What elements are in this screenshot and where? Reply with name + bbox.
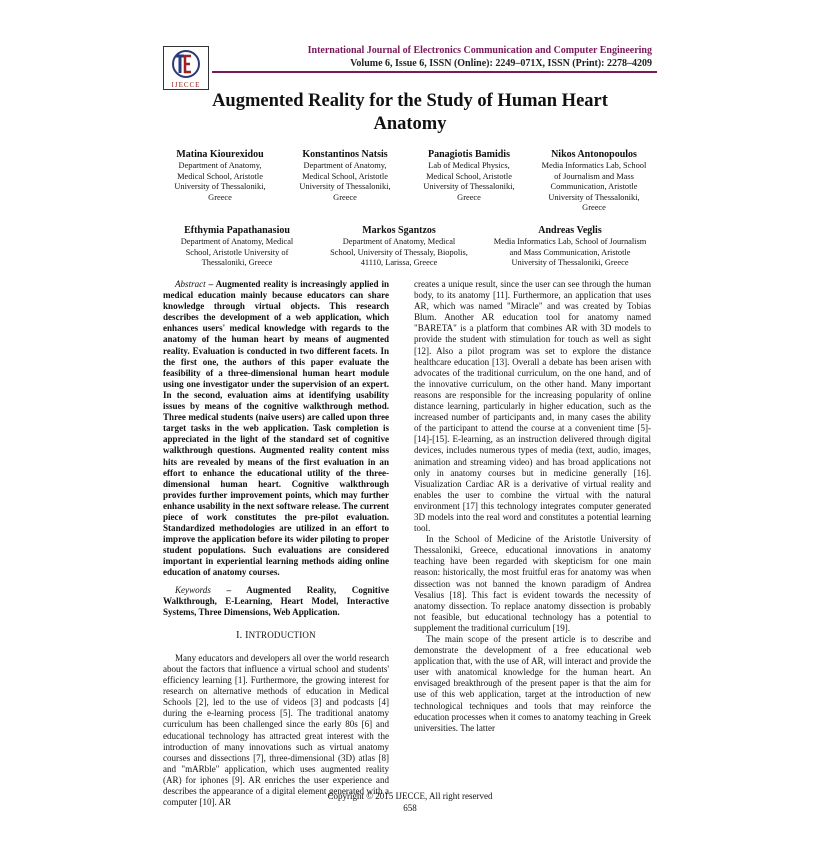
logo-emblem-icon <box>164 47 208 81</box>
body-paragraph: creates a unique result, since the user can see through the human body, to its anatomy [11]. Furthermore, an application that uses AR, which was named "Miracle" and was created by Tobias Blum. Another AR education tool for anatomy named "BARETA" is a platform that combines AR with 3D models to provide the student with stimulation for touch as well as sight [12]. Also a pilot program was set to explore the distance healthcare education [13]. Overall a debate has been arisen with advocates of the traditional curriculum, on the one hand, and of the innovative curriculum, on the other hand. Many important reasons are responsible for the increasing popularity of online distance learning, particularly in higher education, such as the increased number of participants and, in many cases the ability of the participant to attend the course at a convenient time [5]-[14]-[15]. E-learning, as an instruction delivered through digital devices, includes numerous types of media (text, audio, images, animation and streaming video) and has broad applications not only in anatomy courses but in medicine generally [16]. Visualization Cardiac AR is a derivative of virtual reality and enables the user to combine the virtual with the natural environment [17] this technology integrates computer generated 3D models into the real word and constitutes a potential learning tool. <box>414 279 651 534</box>
journal-logo <box>163 46 209 90</box>
paper-title <box>163 90 657 136</box>
author-block <box>163 224 311 269</box>
page-number: 658 <box>403 803 417 813</box>
body-paragraph: In the School of Medicine of the Aristotle University of Thessaloniki, Greece, educational innovations in anatomy teaching have been regarded with skepticism for one main reason: historically, the most fruitful eras for anatomy was when dissection was not banned the known paradigm of Andrea Vesalius [18]. This fact is evident towards the necessity of anatomy dissection. To replace anatomy dissection is probably not feasible, but educational technology has a potential to supplement the traditional curriculum [19]. <box>414 534 651 633</box>
author-affiliation-line: University of Thessaloniki, Greece <box>511 258 629 267</box>
header-rule <box>212 71 657 73</box>
author-affiliation-line: of Journalism and Mass <box>554 171 634 181</box>
author-affiliation-line: Greece <box>457 192 481 202</box>
author-affiliation-line: Department of Anatomy, <box>303 161 387 170</box>
author-block <box>163 148 277 203</box>
author-affiliation-line: University of Thessaloniki, <box>299 182 391 191</box>
author-name: Efthymia Papathanasiou <box>184 225 290 236</box>
author-affiliation-line: Medical School, Aristotle <box>426 171 512 181</box>
author-affiliation-line: Communication, Aristotle <box>550 182 638 191</box>
author-affiliation-line: University of Thessaloniki, <box>423 182 515 191</box>
page-footer <box>163 790 657 814</box>
title-line-2: Anatomy <box>373 114 447 134</box>
right-column <box>414 279 651 734</box>
author-name: Andreas Veglis <box>538 225 602 236</box>
abstract-text: – Augmented reality is increasingly applied in medical education mainly because educators can share knowledge through virtual objects. This research describes the development of a web application, which enhances users' medical knowledge with regards to the anatomy of the human heart by means of augmented reality. Evaluation is conducted in two different facets. In the first one, the authors of this paper evaluate the feasibility of a three-dimensional human heart module using one investigator under the supervision of an expert. In the second, evaluation aims at identifying usability issues by means of the cognitive walkthrough method. Three medical students (naive users) are called upon three target tasks in the web application. Task completion is appreciated in the light of the standard set of cognitive walkthrough questions. Augmented reality content miss hits are revealed by means of the first evaluation in an effort to enhance the educational utility of the three-dimensional human heart. Cognitive walkthrough provides further improvement points, which may further enhance usability in the next software release. The current piece of work constitutes the pre-pilot evaluation. Standardized methodologies are utilized in an effort to improve the application before its wider piloting to proper student populations. Such evaluations are considered important in experiential learning methods aiding online education of anatomy courses. <box>163 279 389 578</box>
abstract <box>163 279 389 579</box>
author-affiliation-line: Thessaloniki, Greece <box>201 258 273 267</box>
author-name: Panagiotis Bamidis <box>428 149 510 160</box>
author-affiliation-line: Media Informatics Lab, School <box>541 161 647 170</box>
author-affiliation-line: 41110, Larissa, Greece <box>360 258 438 267</box>
author-affiliation-line: Greece <box>208 192 232 202</box>
author-block <box>318 224 480 269</box>
author-affiliation-line: and Mass Communication, Aristotle <box>509 247 631 257</box>
section-heading-introduction: I. INTRODUCTION <box>236 629 316 641</box>
author-block <box>532 148 656 214</box>
author-affiliation-line: School, Aristotle University of <box>185 247 289 257</box>
author-name: Nikos Antonopoulos <box>551 149 637 160</box>
author-affiliation-line: Department of Anatomy, <box>178 161 262 170</box>
author-affiliation-line: Medical School, Aristotle <box>302 171 388 181</box>
author-name: Konstantinos Natsis <box>302 149 388 160</box>
abstract-label: Abstract <box>175 279 206 289</box>
author-affiliation-line: Department of Anatomy, Medical <box>180 237 294 246</box>
keywords-label: Keywords <box>175 584 211 595</box>
author-block <box>411 148 527 203</box>
author-affiliation-line: Medical School, Aristotle <box>177 171 263 181</box>
author-affiliation-line: Media Informatics Lab, School of Journalism <box>493 237 647 246</box>
author-affiliation-line: Department of Anatomy, Medical <box>342 237 456 246</box>
journal-name: International Journal of Electronics Communication and Computer Engineering <box>307 45 652 56</box>
journal-issue: Volume 6, Issue 6, ISSN (Online): 2249–071X, ISSN (Print): 2278–4209 <box>350 58 652 69</box>
author-block <box>483 224 657 269</box>
logo-text: IJECCE <box>164 81 208 89</box>
intro-paragraph: Many educators and developers all over the world research about the factors that influence a virtual school and students' efficiency learning [1]. Furthermore, the growing interest for research on alternative methods of education in Medical Schools [2], led to the use of videos [3] and podcasts [4] during the e-learning process [5]. The traditional anatomy curriculum has been challenged since the early 80s [6] and educational technology has attracted great interest with the introduction of many innovations such as virtual anatomy courses and dissections [7], three-dimensional (3D) atlas [8] and "mARble" application, which uses augmented reality (AR) for iphones [9]. AR enriches the user experience and describes the appearance of a digital element generated with a computer [10]. AR <box>163 652 389 808</box>
title-line-1: Augmented Reality for the Study of Human Heart <box>212 91 608 111</box>
author-name: Markos Sgantzos <box>362 225 436 236</box>
author-affiliation-line: Greece <box>333 192 357 202</box>
author-affiliation-line: University of Thessaloniki, <box>174 182 266 191</box>
keywords-text: – Augmented Reality, Cognitive Walkthrough, E-Learning, Heart Model, Interactive Systems, Three Dimensions, Web Application. <box>163 584 389 617</box>
author-affiliation-line: Lab of Medical Physics, <box>428 161 510 170</box>
body-paragraph: The main scope of the present article is to describe and demonstrate the development of a free educational web application that, with the use of AR, will interact and provide the user with anatomical knowledge for the human heart. An envisaged breakthrough of the present paper is that the aim for use of this web application, target at the introduction of new technological techniques and tools that may reinforce the education processes when it comes to anatomy teaching in Greek universities. The latter <box>414 634 651 733</box>
author-name: Matina Kiourexidou <box>176 149 264 160</box>
author-affiliation-line: Greece <box>582 203 606 212</box>
copyright-text: Copyright © 2015 IJECCE, All right reserved <box>327 791 493 801</box>
author-affiliation-line: University of Thessaloniki, <box>548 192 640 202</box>
left-column <box>163 279 389 808</box>
keywords <box>163 585 389 618</box>
author-block <box>286 148 404 203</box>
author-affiliation-line: School, University of Thessaly, Biopolis, <box>330 247 468 257</box>
journal-header <box>308 44 652 70</box>
